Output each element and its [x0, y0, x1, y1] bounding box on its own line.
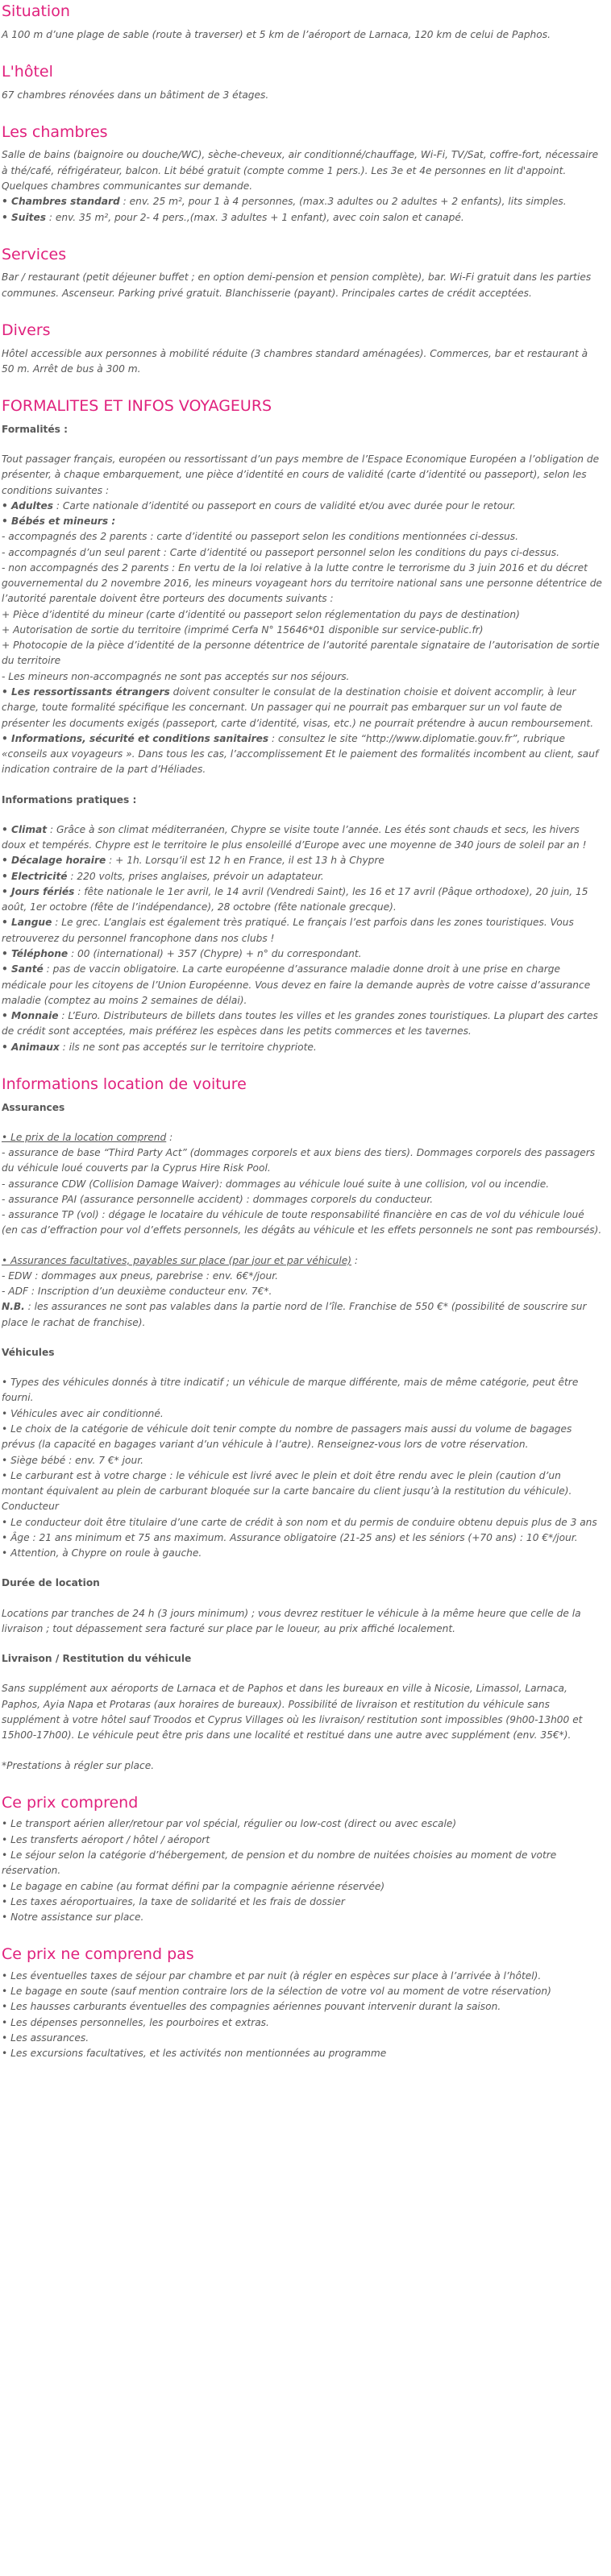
ne-comprend-item: • Les excursions facultatives, et les activités non mentionnées au programme: [2, 2048, 387, 2060]
chambres-line-text: Salle de bains (baignoire ou douche/WC), sèche-cheveux, air conditionné/chauffage, Wi-Fi, TV/Sat, coffre-fort, nécessaire à thé/café, réfrigérateur, balcon. Lit bébé gratuit (compte comme 1 pers.). Les 3e et 4e personnes en lit d'appoint. Quelques chambres communicantes sur demande.: [2, 149, 599, 192]
vehicule-line-text: • Le conducteur doit être titulaire d’une carte de crédit à son nom et du permis de conduire obtenu depuis plus de 3 ans: [2, 1516, 597, 1528]
section-chambres: [2, 122, 603, 226]
assurances-facultatives-lines: [2, 1253, 603, 1331]
assurance-line-text: - assurance PAI (assurance personnelle accident) : dommages corporels du conducteur.: [2, 1193, 434, 1205]
infos-pratiques-line-text: : Grâce à son climat méditerranéen, Chypre se visite toute l’année. Les étés sont chauds et secs, les hivers doux et tempérés. Chypre est le territoire le plus ensoleillé d’Europe avec une moyenne de 340 jours de soleil par an !: [2, 823, 587, 851]
comprend-item: • Les transferts aéroport / hôtel / aéroport: [2, 1833, 210, 1845]
comprend-title: Ce prix comprend: [2, 1793, 139, 1812]
infos-pratiques-line: [2, 962, 603, 1008]
chambres-lines: [2, 147, 603, 225]
assurance-facultative-line: [2, 1299, 603, 1331]
formalites-line-label: • Bébés et mineurs :: [2, 516, 116, 528]
ne-comprend-item: • Le bagage en soute (sauf mention contraire lors de la sélection de votre vol au moment de votre réservation): [2, 1986, 551, 1998]
section-ne-comprend: [2, 1944, 603, 2061]
formalites-line-text: - Les mineurs non-accompagnés ne sont pas acceptés sur nos séjours.: [2, 670, 350, 682]
infos-pratiques-line: [2, 884, 603, 916]
divers-title: Divers: [2, 321, 51, 339]
vehicule-line: [2, 1468, 603, 1515]
livraison-subtitle: Livraison / Restitution du véhicule: [2, 1653, 192, 1665]
infos-pratiques-lines: [2, 822, 603, 1055]
vehicule-line: [2, 1406, 603, 1422]
infos-pratiques-line-text: : + 1h. Lorsqu’il est 12 h en France, il est 13 h à Chypre: [106, 855, 384, 867]
formalites-line-text: Tout passager français, européen ou ressortissant d’un pays membre de l’Espace Economique Européen a l’obligation de présenter, à chaque embarquement, une pièce d’identité en cours de validité (carte d’identité ou passeport), selon les conditions suivantes :: [2, 453, 600, 496]
infos-pratiques-line-label: • Jours fériés: [2, 885, 75, 897]
chambres-title: Les chambres: [2, 122, 108, 141]
formalites-line: [2, 561, 603, 607]
chambres-line-label: • Suites: [2, 211, 47, 223]
formalites-line: [2, 731, 603, 778]
duree-text: Locations par tranches de 24 h (3 jours minimum) ; vous devrez restituer le véhicule à la même heure que celle de la livraison ; tout dépassement sera facturé sur place par le loueur, au prix affiché localement.: [2, 1607, 581, 1634]
assurance-line: [2, 1177, 603, 1192]
formalites-subtitle: Formalités :: [2, 423, 68, 435]
infos-pratiques-line-text: : Le grec. L’anglais est également très pratiqué. Le français l’est parfois dans les zones touristiques. Vous retrouverez du personnel francophone dans nos clubs !: [2, 917, 574, 944]
infos-pratiques-line: [2, 869, 603, 884]
assurance-line-text: - assurance de base “Third Party Act” (dommages corporels et aux biens des tiers). Dommages corporels des passagers du véhicule loué couverts par la Cyprus Hire Risk Pool.: [2, 1147, 596, 1174]
assurances-subtitle: Assurances: [2, 1101, 65, 1113]
livraison-text: Sans supplément aux aéroports de Larnaca et de Paphos et dans les bureaux en ville à Nicosie, Limassol, Larnaca, Paphos, Ayia Napa et Protaras (aux horaires de bureaux). Possibilité de livraison et restitution du véhicule sans supplément à votre hôtel sauf Troodos et Cyprus Villages où les livraison/ restitution sont impossibles (9h00-13h00 et 15h00-17h00). Le véhicule peut être pris dans une localité et restitué dans une autre avec supplément (env. 35€*).: [2, 1683, 583, 1741]
assurance-line-text: :: [166, 1131, 173, 1143]
comprend-item: • Les taxes aéroportuaires, la taxe de solidarité et les frais de dossier: [2, 1895, 345, 1907]
infos-pratiques-line-label: • Animaux: [2, 1041, 60, 1053]
formalites-line: [2, 638, 603, 669]
assurance-facultative-line-text: - EDW : dommages aux pneus, parebrise : env. 6€*/jour.: [2, 1269, 278, 1282]
assurance-facultative-line: [2, 1269, 603, 1284]
infos-pratiques-line-text: : fête nationale le 1er avril, le 14 avril (Vendredi Saint), les 16 et 17 avril (Pâque orthodoxe), 20 juin, 15 août, 1er octobre (fête de l’indépendance), 28 octobre (fête nationale grecque).: [2, 885, 588, 913]
prestations-note: *Prestations à régler sur place.: [2, 1759, 155, 1771]
assurance-line-text: - assurance TP (vol) : dégage le locataire du véhicule de toute responsabilité financière en cas de vol du véhicule loué (en cas d’effraction pour vol d’effets personnels, les dégâts au véhicule et les effets personnels ne sont pas remboursés).: [2, 1209, 602, 1236]
services-text: Bar / restaurant (petit déjeuner buffet ; en option demi-pension et pension complète), bar. Wi-Fi gratuit dans les parties communes. Ascenseur. Parking privé gratuit. Blanchisserie (payant). Principales cartes de crédit acceptées.: [2, 271, 592, 299]
comprend-list: [2, 1816, 603, 1925]
formalites-line-text: - accompagnés d’un seul parent : Carte d’identité ou passeport personnel selon les conditions du pays ci-dessus.: [2, 546, 559, 558]
assurance-line: [2, 1207, 603, 1239]
vehicule-line: [2, 1453, 603, 1468]
formalites-line: [2, 545, 603, 561]
ne-comprend-title: Ce prix ne comprend pas: [2, 1945, 194, 1964]
assurances-lines: [2, 1130, 603, 1239]
vehicule-line-text: • Le choix de la catégorie de véhicule doit tenir compte du nombre de passagers mais aussi du volume de bagages prévus (la capacité en bagages variant d’un véhicule à l’autre). Renseignez-vous lors de votre réservation.: [2, 1423, 572, 1451]
location-title: Informations location de voiture: [2, 1075, 247, 1093]
formalites-lines: [2, 452, 603, 778]
vehicule-line: [2, 1422, 603, 1453]
assurance-facultative-line: [2, 1284, 603, 1299]
chambres-line-text: : env. 35 m², pour 2- 4 pers.,(max. 3 adultes + 1 enfant), avec coin salon et canapé.: [46, 211, 464, 223]
infos-pratiques-line: [2, 1040, 603, 1055]
situation-title: Situation: [2, 2, 70, 20]
section-hotel: [2, 62, 603, 103]
assurance-line-text: - assurance CDW (Collision Damage Waiver): dommages au véhicule loué suite à une collision, vol ou incendie.: [2, 1178, 550, 1190]
formalites-line: [2, 669, 603, 685]
formalites-line-text: + Autorisation de sortie du territoire (imprimé Cerfa N° 15646*01 disponible sur service-public.fr): [2, 623, 484, 636]
chambres-line: [2, 210, 603, 226]
infos-pratiques-line-label: • Décalage horaire: [2, 855, 106, 867]
vehicule-line-text: • Véhicules avec air conditionné.: [2, 1407, 164, 1419]
hotel-text: 67 chambres rénovées dans un bâtiment de 3 étages.: [2, 89, 269, 101]
formalites-line-label: • Informations, sécurité et conditions sanitaires: [2, 732, 269, 744]
assurance-facultative-line-label: • Assurances facultatives, payables sur place (par jour et par véhicule): [2, 1254, 352, 1266]
infos-pratiques-line: [2, 1008, 603, 1040]
formalites-line-text: + Photocopie de la pièce d’identité de la personne détentrice de l’autorité parentale signataire de l’autorisation de sortie du territoire: [2, 640, 600, 667]
assurance-line: [2, 1145, 603, 1177]
assurance-facultative-line: [2, 1253, 603, 1269]
infos-pratiques-line-text: : pas de vaccin obligatoire. La carte européenne d’assurance maladie donne droit à une prise en charge médicale pour les citoyens de l’Union Européenne. Vous devez en faire la demande auprès de votre caisse d’assurance maladie (comptez au moins 2 semaines de délai).: [2, 963, 591, 1006]
ne-comprend-item: • Les éventuelles taxes de séjour par chambre et par nuit (à régler en espèces sur place à l’arrivée à l’hôtel).: [2, 1969, 542, 1982]
chambres-line-text: : env. 25 m², pour 1 à 4 personnes, (max.3 adultes ou 2 adultes + 2 enfants), lits simples.: [119, 196, 567, 208]
formalites-line-label: • Les ressortissants étrangers: [2, 686, 170, 698]
infos-pratiques-subtitle: Informations pratiques :: [2, 793, 137, 806]
formalites-line: [2, 529, 603, 545]
vehicule-line-text: • Attention, à Chypre on roule à gauche.: [2, 1547, 202, 1559]
vehicule-line-text: • Âge : 21 ans minimum et 75 ans maximum. Assurance obligatoire (21-25 ans) et les séniors (+70 ans) : 10 €*/jour.: [2, 1531, 578, 1543]
ne-comprend-item: • Les hausses carburants éventuelles des compagnies aériennes pouvant intervenir durant la saison.: [2, 2001, 501, 2013]
section-comprend: [2, 1793, 603, 1926]
vehicule-line-text: • Types des véhicules donnés à titre indicatif ; un véhicule de marque différente, mais de même catégorie, peut être fourni.: [2, 1377, 579, 1404]
infos-pratiques-line-label: • Electricité: [2, 870, 68, 882]
formalites-line-text: - non accompagnés des 2 parents : En vertu de la loi relative à la lutte contre le terrorisme du 3 juin 2016 et du décret gouvernemental du 2 novembre 2016, les mineurs voyageant hors du territoire national sans une personne détentrice de l’autorité parentale doivent être porteurs des documents suivants :: [2, 561, 602, 605]
chambres-line: [2, 147, 603, 194]
section-divers: [2, 321, 603, 377]
section-services: [2, 245, 603, 301]
chambres-line-label: • Chambres standard: [2, 196, 120, 208]
formalites-line: [2, 514, 603, 529]
services-title: Services: [2, 245, 67, 263]
comprend-item: • Le transport aérien aller/retour par vol spécial, régulier ou low-cost (direct ou avec escale): [2, 1818, 457, 1830]
divers-text: Hôtel accessible aux personnes à mobilité réduite (3 chambres standard aménagées). Commerces, bar et restaurant à 50 m. Arrêt de bus à 300 m.: [2, 347, 588, 375]
infos-pratiques-line-text: : 00 (international) + 357 (Chypre) + n° du correspondant.: [68, 948, 362, 959]
infos-pratiques-line-text: : ils ne sont pas acceptés sur le territoire chypriote.: [59, 1041, 317, 1053]
ne-comprend-item: • Les dépenses personnelles, les pourboires et extras.: [2, 2016, 269, 2028]
assurance-line: [2, 1192, 603, 1207]
comprend-item: • Le séjour selon la catégorie d’hébergement, de pension et du nombre de nuitées choisies au moment de votre réservation.: [2, 1849, 557, 1877]
formalites-title: FORMALITES ET INFOS VOYAGEURS: [2, 397, 272, 416]
hotel-title: L'hôtel: [2, 62, 53, 81]
infos-pratiques-line: [2, 822, 603, 854]
formalites-line: [2, 623, 603, 638]
assurance-facultative-line-label: N.B.: [2, 1301, 25, 1313]
infos-pratiques-line-label: • Téléphone: [2, 948, 69, 959]
infos-pratiques-line-label: • Santé: [2, 963, 44, 975]
infos-pratiques-line-label: • Climat: [2, 823, 48, 835]
vehicule-line: [2, 1375, 603, 1406]
formalites-line-text: + Pièce d’identité du mineur (carte d’identité ou passeport selon réglementation du pays de destination): [2, 608, 520, 620]
formalites-line: [2, 607, 603, 623]
assurance-line-label: • Le prix de la location comprend: [2, 1131, 167, 1143]
vehicule-line-text: • Siège bébé : env. 7 €* jour.: [2, 1454, 143, 1466]
assurance-facultative-line-text: - ADF : Inscription d’un deuxième conducteur env. 7€*.: [2, 1286, 272, 1298]
infos-pratiques-line-label: • Langue: [2, 917, 52, 929]
vehicule-line: [2, 1546, 603, 1561]
infos-pratiques-line-label: • Monnaie: [2, 1010, 59, 1022]
vehicule-line: [2, 1515, 603, 1530]
ne-comprend-item: • Les assurances.: [2, 2032, 89, 2044]
vehicules-subtitle: Véhicules: [2, 1346, 55, 1358]
formalites-line-label: • Adultes: [2, 499, 54, 511]
formalites-line: [2, 499, 603, 514]
ne-comprend-list: [2, 1969, 603, 2062]
infos-pratiques-line-text: : 220 volts, prises anglaises, prévoir un adaptateur.: [67, 870, 324, 882]
assurance-line: [2, 1130, 603, 1145]
comprend-item: • Le bagage en cabine (au format défini par la compagnie aérienne réservée): [2, 1880, 385, 1892]
section-formalites: [2, 396, 603, 1055]
formalites-line: [2, 452, 603, 499]
infos-pratiques-line: [2, 946, 603, 962]
duree-subtitle: Durée de location: [2, 1577, 100, 1589]
section-situation: [2, 0, 603, 43]
formalites-line-text: - accompagnés des 2 parents : carte d’identité ou passeport selon les conditions mentionnées ci-dessus.: [2, 531, 518, 543]
vehicule-line-text: • Le carburant est à votre charge : le véhicule est livré avec le plein et doit être rendu avec le plein (caution d’un montant équivalent au plein de carburant bloquée sur la carte bancaire du client jusqu’à la restitution du véhicule). Conducteur: [2, 1469, 572, 1513]
comprend-item: • Notre assistance sur place.: [2, 1911, 144, 1924]
vehicules-lines: [2, 1375, 603, 1561]
formalites-line: [2, 685, 603, 731]
assurance-facultative-line-text: :: [351, 1254, 358, 1266]
infos-pratiques-line-text: : L’Euro. Distributeurs de billets dans toutes les villes et les grandes zones touristiques. La plupart des cartes de crédit sont acceptées, mais préférez les espèces dans les petits commerces et les tavernes.: [2, 1010, 598, 1037]
chambres-line: [2, 194, 603, 209]
infos-pratiques-line: [2, 915, 603, 946]
assurance-facultative-line-text: : les assurances ne sont pas valables dans la partie nord de l’île. Franchise de 550 €* (possibilité de souscrire sur place le rachat de franchise).: [2, 1301, 587, 1328]
formalites-line-text: : consultez le site “http://www.diplomatie.gouv.fr”, rubrique «conseils aux voyageurs ». Dans tous les cas, l’accomplissement Et le paiement des formalités incombent au client, sauf indication contraire de la part d’Héliades.: [2, 732, 599, 776]
infos-pratiques-line: [2, 853, 603, 868]
vehicule-line: [2, 1530, 603, 1546]
formalites-line-text: doivent consulter le consulat de la destination choisie et doivent accomplir, à leur charge, toute formalité spécifique les concernant. Un passager qui ne pourrait pas embarquer sur un vol faute de présenter les documents exigés (passeport, carte d’identité, visas, etc.) ne pourrait prétendre à aucun remboursement.: [2, 686, 594, 729]
section-location: [2, 1075, 603, 1774]
formalites-line-text: : Carte nationale d’identité ou passeport en cours de validité et/ou avec durée pour le retour.: [53, 499, 516, 511]
situation-text: A 100 m d’une plage de sable (route à traverser) et 5 km de l’aéroport de Larnaca, 120 km de celui de Paphos.: [2, 28, 551, 40]
